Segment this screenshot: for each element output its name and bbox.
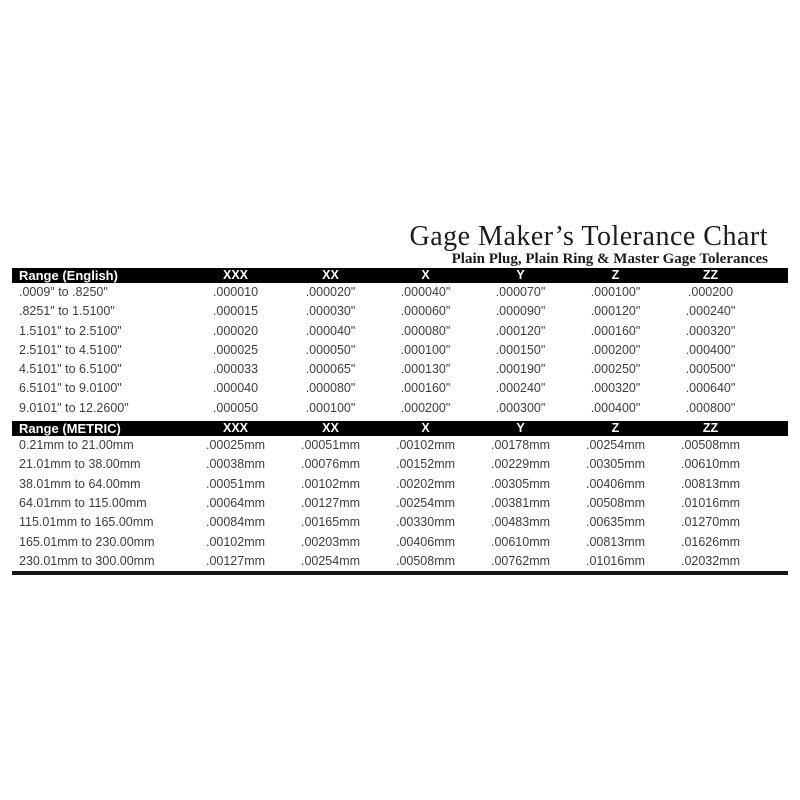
tolerance-value-cell: .00381mm [490,495,551,510]
tolerance-value-cell: .000033 [212,362,259,377]
tolerance-value-cell: .000160" [400,381,451,396]
col-header-xxx: XXX [188,421,283,436]
chart-content [12,221,788,575]
col-header-x: X [378,421,473,436]
tolerance-value-cell: .00102mm [205,534,266,549]
table-row [12,475,788,494]
col-header-zz: ZZ [663,421,788,436]
range-cell: 2.5101" to 4.5100" [19,342,122,357]
tolerance-value-cell: .000240" [685,304,736,319]
col-header-x: X [378,268,473,283]
english-table-body [12,283,788,418]
tolerance-value-cell: .00084mm [205,515,266,530]
tolerance-value-cell: .000015 [212,304,259,319]
tolerance-value-cell: .000190" [495,362,546,377]
tolerance-value-cell: .01016mm [585,553,646,568]
tolerance-value-cell: .000080" [305,381,356,396]
tolerance-value-cell: .00127mm [205,553,266,568]
tolerance-value-cell: .02032mm [680,553,741,568]
metric-tolerance-table [12,421,788,575]
tolerance-value-cell: .000080" [400,323,451,338]
tolerance-value-cell: .00508mm [395,553,456,568]
metric-table-header [12,421,788,436]
tolerance-value-cell: .00483mm [490,515,551,530]
tolerance-value-cell: .000065" [305,362,356,377]
range-cell: .0009" to .8250" [19,285,108,299]
col-header-zz: ZZ [663,268,788,283]
tolerance-value-cell: .000320" [590,381,641,396]
tolerance-value-cell: .000160" [590,323,641,338]
table-row [12,399,788,418]
table-row [12,455,788,474]
col-header-range: Range (METRIC) [12,421,188,436]
tolerance-value-cell: .00203mm [300,534,361,549]
tolerance-value-cell: .00762mm [490,553,551,568]
tolerance-value-cell: .01270mm [680,515,741,530]
tolerance-value-cell: .000030" [305,304,356,319]
range-cell: 21.01mm to 38.00mm [19,457,141,472]
tolerance-value-cell: .00508mm [585,495,646,510]
range-cell: 38.01mm to 64.00mm [19,476,141,491]
tolerance-value-cell: .00305mm [585,457,646,472]
english-tolerance-table [12,268,788,418]
table-row [12,494,788,513]
tolerance-value-cell: .00610mm [490,534,551,549]
tolerance-value-cell: .000060" [400,304,451,319]
tolerance-value-cell: .000025 [212,342,259,357]
tolerance-value-cell: .000050 [212,400,259,415]
tolerance-value-cell: .000090" [495,304,546,319]
range-cell: 165.01mm to 230.00mm [19,534,155,549]
tolerance-value-cell: .00305mm [490,476,551,491]
range-cell: 6.5101" to 9.0100" [19,381,122,396]
tolerance-value-cell: .000200" [400,400,451,415]
table-row [12,360,788,379]
tolerance-value-cell: .000250" [590,362,641,377]
page-title: Gage Maker’s Tolerance Chart [409,221,768,252]
tolerance-value-cell: .00813mm [585,534,646,549]
tolerance-value-cell: .00076mm [300,457,361,472]
tolerance-value-cell: .00813mm [680,476,741,491]
col-header-range: Range (English) [12,268,188,283]
tolerance-value-cell: .01626mm [680,534,741,549]
tolerance-value-cell: .000100" [305,400,356,415]
tolerance-value-cell: .000070" [495,285,546,299]
tolerance-value-cell: .00610mm [680,457,741,472]
tolerance-value-cell: .000020 [212,323,259,338]
col-header-y: Y [473,268,568,283]
tolerance-value-cell: .00508mm [680,438,741,453]
tolerance-value-cell: .000500" [685,362,736,377]
table-row [12,322,788,341]
col-header-z: Z [568,268,663,283]
tolerance-value-cell: .000800" [685,400,736,415]
tolerance-value-cell: .00165mm [300,515,361,530]
tolerance-value-cell: .00406mm [395,534,456,549]
tolerance-value-cell: .00152mm [395,457,456,472]
col-header-z: Z [568,421,663,436]
tolerance-value-cell: .00051mm [300,438,361,453]
tolerance-value-cell: .00102mm [395,438,456,453]
table-row [12,436,788,455]
table-row [12,302,788,321]
tolerance-value-cell: .000200 [687,285,734,299]
tolerance-value-cell: .00178mm [490,438,551,453]
tolerance-value-cell: .000100" [400,342,451,357]
tolerance-value-cell: .000040 [212,381,259,396]
tolerance-value-cell: .00406mm [585,476,646,491]
tolerance-value-cell: .000040" [305,323,356,338]
tolerance-value-cell: .000050" [305,342,356,357]
tolerance-value-cell: .000130" [400,362,451,377]
tolerance-value-cell: .00254mm [300,553,361,568]
tolerance-value-cell: .000120" [590,304,641,319]
tolerance-value-cell: .00038mm [205,457,266,472]
range-cell: 0.21mm to 21.00mm [19,438,134,453]
tolerance-value-cell: .00635mm [585,515,646,530]
page-subtitle: Plain Plug, Plain Ring & Master Gage Tolerances [451,251,768,267]
tolerance-value-cell: .00102mm [300,476,361,491]
range-cell: 9.0101" to 12.2600" [19,400,129,415]
tolerance-value-cell: .000640" [685,381,736,396]
range-cell: 1.5101" to 2.5100" [19,323,122,338]
tolerance-value-cell: .000100" [590,285,641,299]
tolerance-value-cell: .000120" [495,323,546,338]
title-block [12,221,768,267]
range-cell: 115.01mm to 165.00mm [19,515,154,530]
table-row [12,379,788,398]
range-cell: 64.01mm to 115.00mm [19,495,147,510]
col-header-xx: XX [283,268,378,283]
table-row [12,283,788,302]
tolerance-value-cell: .00229mm [490,457,551,472]
tolerance-value-cell: .000320" [685,323,736,338]
col-header-y: Y [473,421,568,436]
table-row [12,513,788,532]
tolerance-value-cell: .00330mm [395,515,456,530]
tolerance-value-cell: .000200" [590,342,641,357]
range-cell: 230.01mm to 300.00mm [19,553,155,568]
tolerance-value-cell: .000300" [495,400,546,415]
tolerance-value-cell: .000400" [685,342,736,357]
tolerance-value-cell: .00025mm [205,438,266,453]
table-row [12,341,788,360]
metric-table-body [12,436,788,573]
tolerance-value-cell: .000400" [590,400,641,415]
table-row [12,552,788,573]
english-table-header [12,268,788,283]
tolerance-value-cell: .00202mm [395,476,456,491]
tolerance-value-cell: .000150" [495,342,546,357]
range-cell: .8251" to 1.5100" [19,304,115,319]
tolerance-value-cell: .000040" [400,285,451,299]
tolerance-value-cell: .01016mm [680,495,741,510]
tolerance-value-cell: .00254mm [585,438,646,453]
tolerance-value-cell: .000020" [305,285,356,299]
col-header-xx: XX [283,421,378,436]
tolerance-value-cell: .000240" [495,381,546,396]
tolerance-value-cell: .000010 [212,285,259,299]
tolerance-value-cell: .00051mm [205,476,266,491]
col-header-xxx: XXX [188,268,283,283]
range-cell: 4.5101" to 6.5100" [19,362,122,377]
table-row [12,533,788,552]
tolerance-value-cell: .00064mm [205,495,266,510]
tolerance-value-cell: .00254mm [395,495,456,510]
tolerance-value-cell: .00127mm [300,495,361,510]
